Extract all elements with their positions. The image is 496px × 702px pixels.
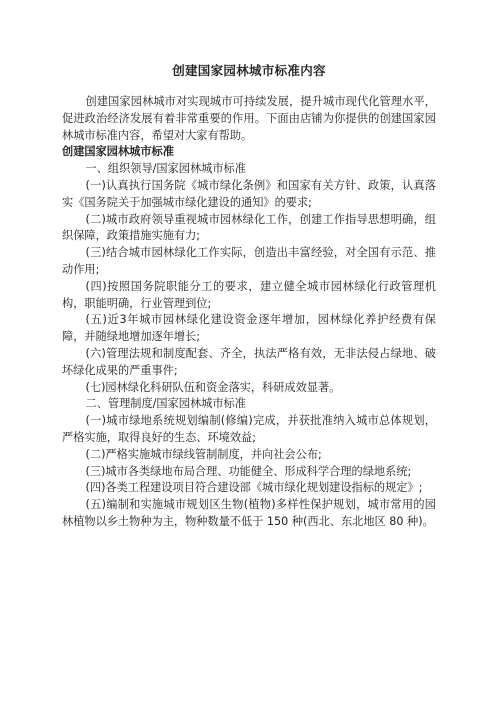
section-2-item: (五)编制和实施城市规划区生物(植物)多样性保护规划，城市常用的园林植物以乡土物种为主，物种数量不低于 150 种(西北、东北地区 80 种)。 [62,498,436,528]
section-1-item: (六)管理法规和制度配套、齐全，执法严格有效，无非法侵占绿地、破坏绿化成果的严重事件; [62,346,436,377]
section-1-item: (四)按照国务院职能分工的要求，建立健全城市园林绿化行政管理机构，职能明确，行业管理到位; [62,279,436,310]
section-1-item: (一)认真执行国务院《城市绿化条例》和国家有关方针、政策，认真落实《国务院关于加强城市绿化建设的通知》的要求; [62,178,436,209]
section-1-item: (三)结合城市园林绿化工作实际，创造出丰富经验，对全国有示范、推动作用; [62,246,436,276]
intro-paragraph: 创建国家园林城市对实现城市可持续发展，提升城市现代化管理水平，促进政治经济发展有着非常重要的作用。下面由店铺为你提供的创建国家园林城市标准内容，希望对大家有帮助。 [62,95,436,142]
section-1-item: (五)近3年城市园林绿化建设资金逐年增加，园林绿化养护经费有保障，并随绿地增加逐年增长; [62,313,436,344]
page-title: 创建国家园林城市标准内容 [172,63,326,78]
section-1-item: (七)园林绿化科研队伍和资金落实，科研成效显著。 [85,380,341,394]
section-2-heading: 二、管理制度/国家园林城市标准 [85,397,246,411]
section-2-item: (一)城市绿地系统规划编制(修编)完成，并获批准纳入城市总体规划，严格实施，取得良好的生态、环境效益; [62,414,436,444]
standards-subtitle: 创建国家园林城市标准 [62,145,174,159]
section-2-item: (四)各类工程建设项目符合建设部《城市绿化规划建设指标的规定》; [85,481,423,495]
section-2-item: (三)城市各类绿地布局合理、功能健全、形成科学合理的绿地系统; [85,464,412,478]
section-2-item: (二)严格实施城市绿线管制制度，并向社会公布; [85,447,322,461]
section-1-item: (二)城市政府领导重视城市园林绿化工作，创建工作指导思想明确，组织保障，政策措施实施有力; [62,212,436,243]
section-1-heading: 一、组织领导/国家园林城市标准 [85,162,246,176]
